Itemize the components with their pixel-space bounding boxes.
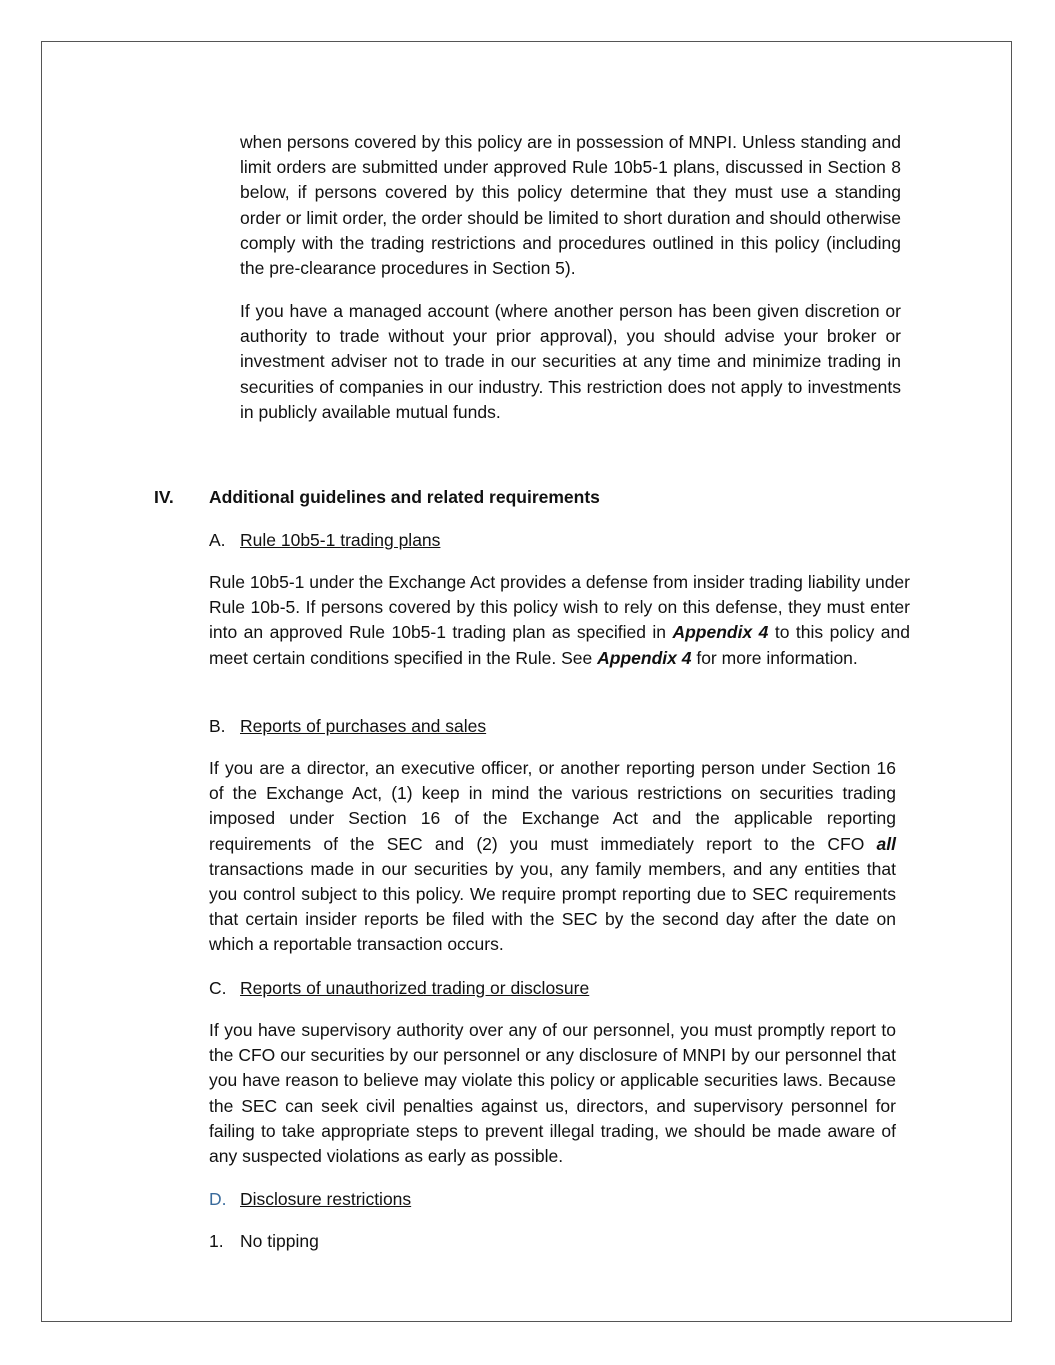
subsection-d-label: D. — [209, 1189, 227, 1209]
section-title: Additional guidelines and related requirements — [209, 487, 600, 507]
paragraph-text: to this policy and meet certain conditions specified in the Rule. See — [209, 622, 911, 668]
subsection-b-heading — [209, 714, 486, 739]
paragraph-text: Rule 10b5-1 under the Exchange Act provides a defense from insider trading liability under Rule 10b-5. If persons covered by this policy wish to rely on this defense, they must enter into an approved Rule 10b5-1 trading plan as specified in — [209, 572, 910, 643]
paragraph-text: If you are a director, an executive officer, or another reporting person under Section 16 of the Exchange Act, (1) keep in mind the various restrictions on securities trading imposed under Section 16 of the Exchange Act and the applicable reporting requirements of the SEC and (2) you must immediately report to the CFO — [209, 758, 896, 854]
subsection-a-title: Rule 10b5-1 trading plans — [240, 530, 441, 550]
appendix-reference: Appendix 4 — [672, 622, 769, 643]
subsection-a-label: A. — [209, 530, 226, 550]
subsection-c-title: Reports of unauthorized trading or disclosure — [240, 978, 590, 998]
paragraph-rule-10b5-1 — [209, 570, 910, 671]
item-1-label: 1. — [209, 1231, 224, 1251]
paragraph-reports-purchases — [209, 756, 896, 958]
subsection-d-heading — [209, 1187, 411, 1212]
item-1-title: No tipping — [240, 1231, 319, 1251]
paragraph-standing-orders: when persons covered by this policy are in possession of MNPI. Unless standing and limit orders are submitted under approved Rule 10b5-1 plans, discussed in Section 8 below, if persons covered by this policy determine that they must use a standing order or limit order, the order should be limited to short duration and should otherwise comply with the trading restrictions and procedures outlined in this policy (including the pre-clearance procedures in Section 5). — [240, 132, 901, 279]
paragraph-unauthorized-trading: If you have supervisory authority over any of our personnel, you must promptly report to the CFO our securities by our personnel or any disclosure of MNPI by our personnel that you have reason to believe may violate this policy or applicable securities laws. Because the SEC can seek civil penalties against us, directors, and supervisory personnel for failing to take appropriate steps to prevent illegal trading, we should be made aware of any suspected violations as early as possible. — [209, 1020, 896, 1167]
subsection-b-title: Reports of purchases and sales — [240, 716, 487, 736]
paragraph-managed-account: If you have a managed account (where another person has been given discretion or authority to trade without your prior approval), you should advise your broker or investment adviser not to trade in our securities at any time and minimize trading in securities of companies in our industry. This restriction does not apply to investments in publicly available mutual funds. — [240, 301, 901, 422]
item-1-heading — [209, 1229, 319, 1254]
appendix-reference: Appendix 4 — [597, 647, 692, 668]
subsection-c-heading — [209, 976, 589, 1001]
subsection-a-heading — [209, 528, 440, 553]
paragraph-text: transactions made in our securities by you, any family members, and any entities that you control subject to this policy. We require prompt reporting due to SEC requirements that certain insider reports be filed with the SEC by the second day after the date on which a reportable transaction occurs. — [209, 858, 896, 955]
paragraph-text: for more information. — [691, 647, 858, 668]
emphasis-all: all — [876, 833, 896, 854]
subsection-d-title: Disclosure restrictions — [240, 1189, 412, 1209]
section-number: IV. — [154, 487, 174, 507]
subsection-b-label: B. — [209, 716, 226, 736]
subsection-c-label: C. — [209, 978, 227, 998]
